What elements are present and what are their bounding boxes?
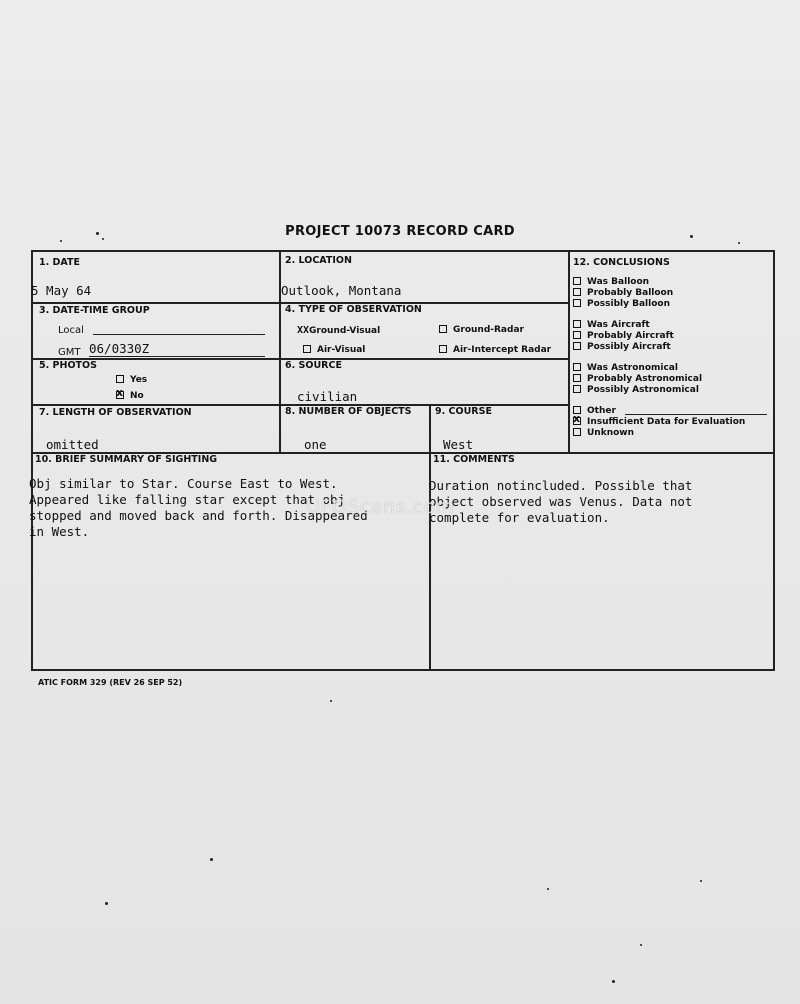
conclusion-text: Other: [587, 406, 616, 416]
date-time-group-label: 3. DATE-TIME GROUP: [39, 305, 150, 316]
form-number: ATIC FORM 329 (REV 26 SEP 52): [38, 678, 183, 687]
conclusion-text: Probably Astronomical: [587, 374, 703, 384]
watermark: UFOScans.com: [306, 496, 455, 518]
source-label: 6. SOURCE: [285, 360, 342, 371]
air-intercept-radar-text: Air-Intercept Radar: [453, 345, 552, 355]
summary-line: in West.: [29, 524, 90, 539]
checkbox-icon: [439, 325, 447, 333]
checkbox-icon: [573, 277, 581, 285]
dust-speck: [60, 240, 62, 242]
summary-line: Obj similar to Star. Course East to West.: [29, 476, 338, 491]
grid-line: [429, 404, 431, 671]
conclusion-text: Possibly Aircraft: [587, 342, 671, 352]
checkbox-icon: [573, 363, 581, 371]
checkbox-icon: [439, 345, 447, 353]
ground-radar-text: Ground-Radar: [453, 325, 524, 335]
comments-line: complete for evaluation.: [429, 510, 610, 525]
conclusion-item: [573, 428, 634, 438]
air-intercept-radar-option: [439, 345, 551, 355]
gmt-value: 06/0330Z: [89, 341, 150, 356]
conclusion-item: [573, 277, 649, 287]
local-label: Local: [58, 325, 84, 336]
ground-visual-option: [297, 325, 380, 336]
grid-line: [568, 252, 570, 452]
checkbox-icon: [573, 374, 581, 382]
dust-speck: [612, 980, 615, 983]
photos-no-option: [116, 391, 144, 401]
conclusion-item: [573, 342, 671, 352]
conclusion-text: Possibly Balloon: [587, 299, 670, 309]
conclusion-text: Probably Balloon: [587, 288, 674, 298]
dust-speck: [738, 242, 740, 244]
conclusion-text: Unknown: [587, 428, 635, 438]
conclusion-item: [573, 374, 702, 384]
conclusion-item: [573, 320, 650, 330]
record-card: [31, 250, 775, 671]
conclusion-item: [573, 288, 673, 298]
conclusion-item: [573, 299, 670, 309]
ground-radar-option: [439, 325, 524, 335]
ground-visual-text: Ground-Visual: [309, 326, 381, 336]
conclusion-item: [573, 385, 699, 395]
checkbox-icon: [573, 385, 581, 393]
other-underline: [625, 414, 767, 415]
checkbox-icon: [303, 345, 311, 353]
location-label: 2. LOCATION: [285, 255, 352, 266]
photos-label: 5. PHOTOS: [39, 360, 97, 371]
photos-no-text: No: [130, 391, 144, 401]
checkbox-icon: [573, 288, 581, 296]
photos-yes-text: Yes: [130, 375, 148, 385]
conclusion-text: Was Aircraft: [587, 320, 650, 330]
checkbox-icon: [573, 331, 581, 339]
conclusion-item-checked: [573, 417, 745, 427]
comments-label: 11. COMMENTS: [433, 454, 515, 465]
conclusion-text: Insufficient Data for Evaluation: [587, 417, 746, 427]
photos-yes-option: [116, 375, 147, 385]
location-value: Outlook, Montana: [281, 283, 402, 298]
source-value: civilian: [297, 389, 358, 404]
checked-checkbox-icon: [116, 391, 124, 399]
gmt-label: GMT: [58, 347, 81, 358]
summary-label: 10. BRIEF SUMMARY OF SIGHTING: [35, 454, 218, 465]
gmt-underline: [89, 356, 265, 357]
comments-line: Duration notincluded. Possible that: [429, 478, 693, 493]
conclusion-text: Possibly Astronomical: [587, 385, 699, 395]
dust-speck: [210, 858, 213, 861]
air-visual-option: [303, 345, 365, 355]
conclusions-label: 12. CONCLUSIONS: [573, 257, 670, 268]
grid-line: [279, 252, 281, 452]
card-title: PROJECT 10073 RECORD CARD: [285, 224, 515, 239]
local-underline: [93, 334, 265, 335]
date-label: 1. DATE: [39, 257, 80, 268]
course-label: 9. COURSE: [435, 406, 492, 417]
dust-speck: [547, 888, 549, 890]
checkbox-icon: [116, 375, 124, 383]
comments-line: object observed was Venus. Data not: [429, 494, 693, 509]
checkbox-icon: [573, 342, 581, 350]
conclusion-text: Was Balloon: [587, 277, 650, 287]
checkbox-icon: [573, 320, 581, 328]
length-label: 7. LENGTH OF OBSERVATION: [39, 407, 192, 418]
summary-line: Appeared like falling star except that obj: [29, 492, 346, 507]
number-of-objects-label: 8. NUMBER OF OBJECTS: [285, 406, 412, 417]
dust-speck: [330, 700, 332, 702]
conclusion-item: [573, 331, 674, 341]
date-value: 5 May 64: [31, 283, 92, 298]
ground-visual-mark: XX: [297, 325, 310, 336]
type-of-observation-label: 4. TYPE OF OBSERVATION: [285, 304, 422, 315]
dust-speck: [700, 880, 702, 882]
conclusion-text: Probably Aircraft: [587, 331, 674, 341]
dust-speck: [105, 902, 108, 905]
length-value: omitted: [46, 437, 99, 452]
number-of-objects-value: one: [304, 437, 327, 452]
dust-speck: [640, 944, 642, 946]
air-visual-text: Air-Visual: [317, 345, 366, 355]
checked-checkbox-icon: [573, 417, 581, 425]
checkbox-icon: [573, 428, 581, 436]
course-value: West: [443, 437, 474, 452]
summary-line: stopped and moved back and forth. Disappeared: [29, 508, 368, 523]
conclusion-text: Was Astronomical: [587, 363, 678, 373]
conclusion-item: [573, 363, 678, 373]
checkbox-icon: [573, 299, 581, 307]
